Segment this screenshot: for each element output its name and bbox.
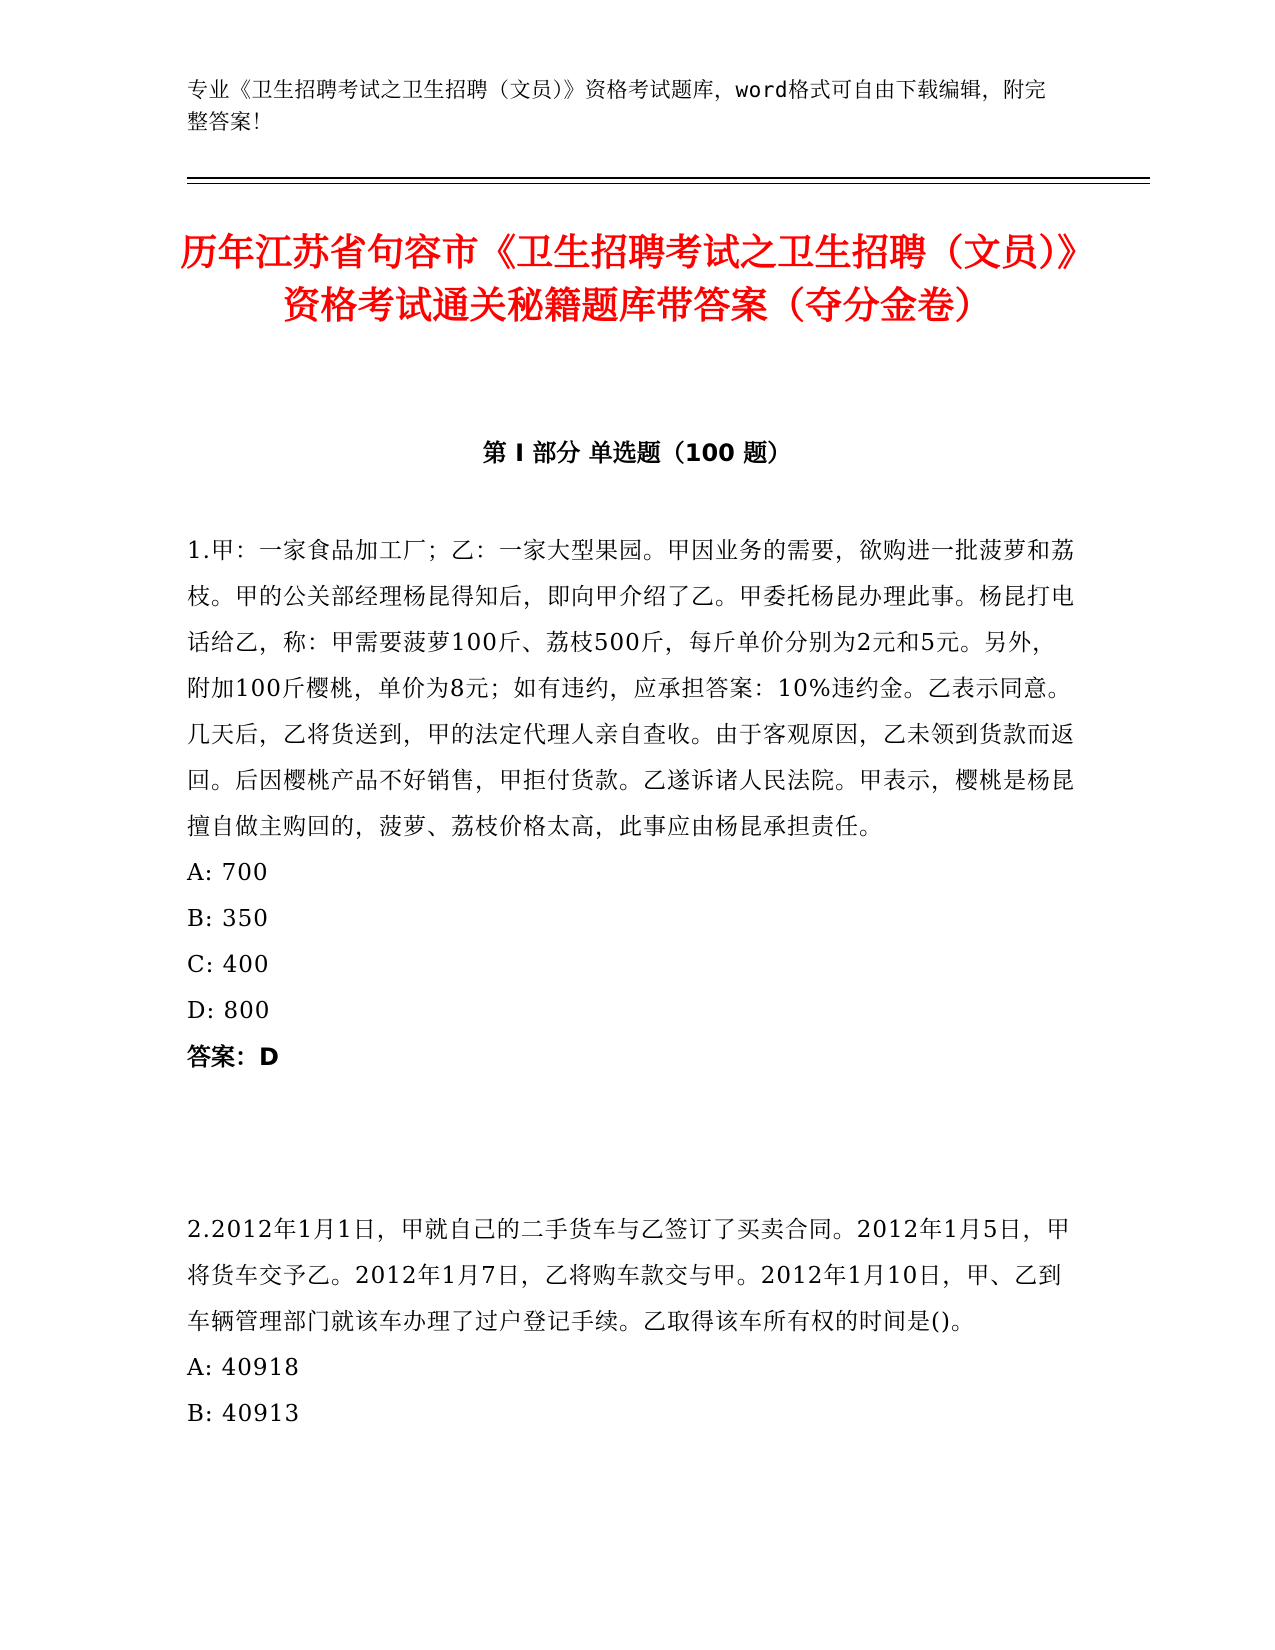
option-b: B: 40913 <box>187 1401 301 1427</box>
option-b: B: 350 <box>187 906 269 932</box>
option-a: A: 40918 <box>187 1355 300 1381</box>
question-2 <box>187 1207 1077 1437</box>
option-c: C: 400 <box>187 952 270 978</box>
question-1 <box>187 528 1077 1080</box>
header-note: 专业《卫生招聘考试之卫生招聘（文员）》资格考试题库，word格式可自由下载编辑，附完整答案！ <box>187 78 1047 134</box>
document-title: 历年江苏省句容市《卫生招聘考试之卫生招聘（文员）》资格考试通关秘籍题库带答案（夺分金卷） <box>180 231 1095 327</box>
question-stem: 2.2012年1月1日，甲就自己的二手货车与乙签订了买卖合同。2012年1月5日，甲将货车交予乙。2012年1月7日，乙将购车款交与甲。2012年1月10日，甲、乙到车辆管理部门就该车办理了过户登记手续。乙取得该车所有权的时间是()。 <box>187 1217 1071 1335</box>
option-a: A: 700 <box>187 860 269 886</box>
question-stem: 1.甲：一家食品加工厂；乙：一家大型果园。甲因业务的需要，欲购进一批菠萝和荔枝。甲的公关部经理杨昆得知后，即向甲介绍了乙。甲委托杨昆办理此事。杨昆打电话给乙，称：甲需要菠萝100斤、荔枝500斤，每斤单价分别为2元和5元。另外，附加100斤樱桃，单价为8元；如有违约，应承担答案：10%违约金。乙表示同意。几天后，乙将货送到，甲的法定代理人亲自查收。由于客观原因，乙未领到货款而返回。后因樱桃产品不好销售，甲拒付货款。乙遂诉诸人民法院。甲表示，樱桃是杨昆擅自做主购回的，菠萝、荔枝价格太高，此事应由杨昆承担责任。 <box>187 538 1075 840</box>
answer-label: 答案：D <box>187 1043 279 1071</box>
option-d: D: 800 <box>187 998 271 1024</box>
header-divider-thin <box>187 183 1150 184</box>
header-divider-thick <box>187 177 1150 179</box>
section-title: 第 I 部分 单选题（100 题） <box>482 439 792 467</box>
